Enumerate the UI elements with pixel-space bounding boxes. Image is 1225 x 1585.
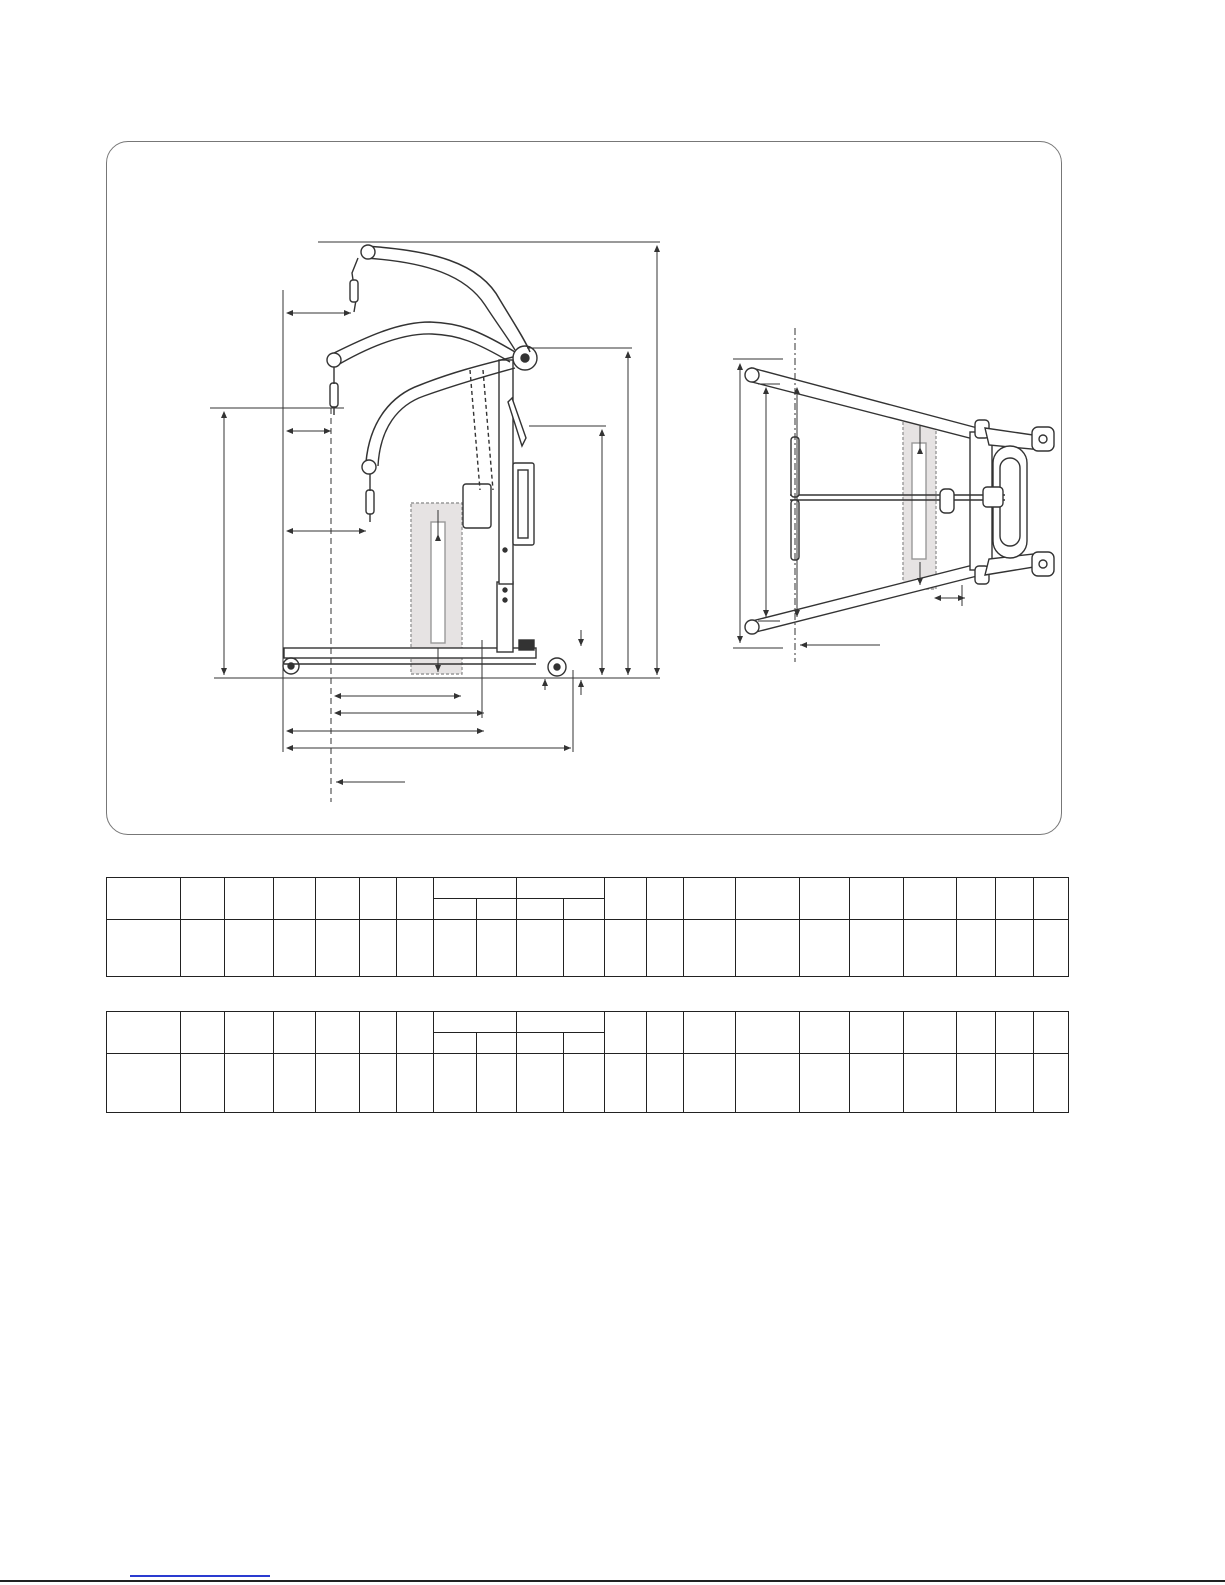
value-cell [564,1054,605,1113]
value-cell [736,1054,800,1113]
header-cell [107,1012,181,1054]
boom-high-inner [365,258,515,350]
mast-bolt-2 [503,598,507,602]
header-cell [904,1012,957,1054]
boom-low [366,357,513,462]
header-cell [850,878,904,920]
value-cell [957,920,996,977]
boom-mid-inner [336,334,510,366]
header-cell [360,878,397,920]
rear-caster-bottom [1032,552,1054,576]
header-group-cell [517,878,605,899]
header-group-cell [434,1012,517,1033]
value-cell [274,1054,316,1113]
front-caster-hub [288,663,294,669]
footer-link[interactable] [130,1575,270,1577]
top-boom-joint [983,487,1003,507]
mast-bolt-3 [503,548,507,552]
value-cell [647,920,684,977]
subheader-cell [477,1033,517,1054]
header-cell [316,1012,360,1054]
header-cell [1034,878,1069,920]
header-group-cell [517,1012,605,1033]
actuator-housing [463,484,491,528]
boom-mid-tip [327,353,341,367]
header-cell [181,878,225,920]
rear-caster-top [1032,427,1054,451]
value-cell [850,1054,904,1113]
value-cell [107,1054,181,1113]
value-cell [434,1054,477,1113]
top-lift-range-inner [912,443,926,559]
value-cell [316,920,360,977]
value-cell [1034,1054,1069,1113]
boom-low-inner [378,368,515,466]
value-cell [605,1054,647,1113]
spec-table-2 [106,1011,1069,1113]
subheader-cell [517,1033,564,1054]
header-cell [1034,1012,1069,1054]
header-cell [605,878,647,920]
value-cell [181,920,225,977]
value-cell [397,920,434,977]
top-boom-clamp [940,489,954,513]
header-cell [736,1012,800,1054]
lower-leg-caster [745,620,759,634]
side-view-of-patient-lift [214,245,660,802]
value-cell [477,1054,517,1113]
subheader-cell [434,899,477,920]
hook-mid-body [330,383,338,407]
mast-bolt-1 [503,588,507,592]
header-cell [225,1012,274,1054]
value-cell [397,1054,434,1113]
value-cell [316,1054,360,1113]
header-cell [996,1012,1034,1054]
value-cell [904,1054,957,1113]
header-cell [107,878,181,920]
header-cell [957,878,996,920]
header-cell [647,878,684,920]
base-motor [519,640,534,650]
value-cell [225,1054,274,1113]
value-cell [517,920,564,977]
header-cell [957,1012,996,1054]
header-cell [225,878,274,920]
upper-leg-caster [745,368,759,382]
value-cell [360,1054,397,1113]
value-cell [996,920,1034,977]
value-cell [850,920,904,977]
footer-rule [0,1580,1225,1582]
header-cell [605,1012,647,1054]
value-cell [647,1054,684,1113]
header-cell [274,1012,316,1054]
control-box [513,463,534,545]
value-cell [181,1054,225,1113]
value-cell [684,1054,736,1113]
header-cell [996,878,1034,920]
header-cell [800,1012,850,1054]
upper-leg [752,368,985,442]
actuator-dashed [470,370,493,490]
header-cell [274,878,316,920]
lift-range-inner [431,522,445,643]
boom-low-tip [362,460,376,474]
value-cell [360,920,397,977]
value-cell [517,1054,564,1113]
header-cell [736,878,800,920]
header-cell [360,1012,397,1054]
value-cell [800,920,850,977]
header-cell [800,878,850,920]
value-cell [477,920,517,977]
value-cell [904,920,957,977]
header-cell [647,1012,684,1054]
value-cell [800,1054,850,1113]
header-cell [316,878,360,920]
value-cell [434,920,477,977]
value-cell [605,920,647,977]
value-cell [1034,920,1069,977]
boom-pivot-hub [521,354,529,362]
header-cell [397,1012,434,1054]
value-cell [225,920,274,977]
header-cell [684,878,736,920]
spec-table-1 [106,877,1069,977]
subheader-cell [477,899,517,920]
value-cell [957,1054,996,1113]
hook-low-body [366,490,374,514]
top-view-of-patient-lift-base [745,328,1054,662]
header-cell [904,878,957,920]
header-cell [397,878,434,920]
rear-caster-hub [554,664,560,670]
value-cell [996,1054,1034,1113]
subheader-cell [564,1033,605,1054]
subheader-cell [434,1033,477,1054]
boom-high-tip [361,245,375,259]
header-cell [684,1012,736,1054]
subheader-cell [517,899,564,920]
header-cell [181,1012,225,1054]
value-cell [564,920,605,977]
value-cell [684,920,736,977]
value-cell [107,920,181,977]
header-group-cell [434,878,517,899]
header-cell [850,1012,904,1054]
hook-high-body [350,280,358,302]
subheader-cell [564,899,605,920]
value-cell [736,920,800,977]
value-cell [274,920,316,977]
